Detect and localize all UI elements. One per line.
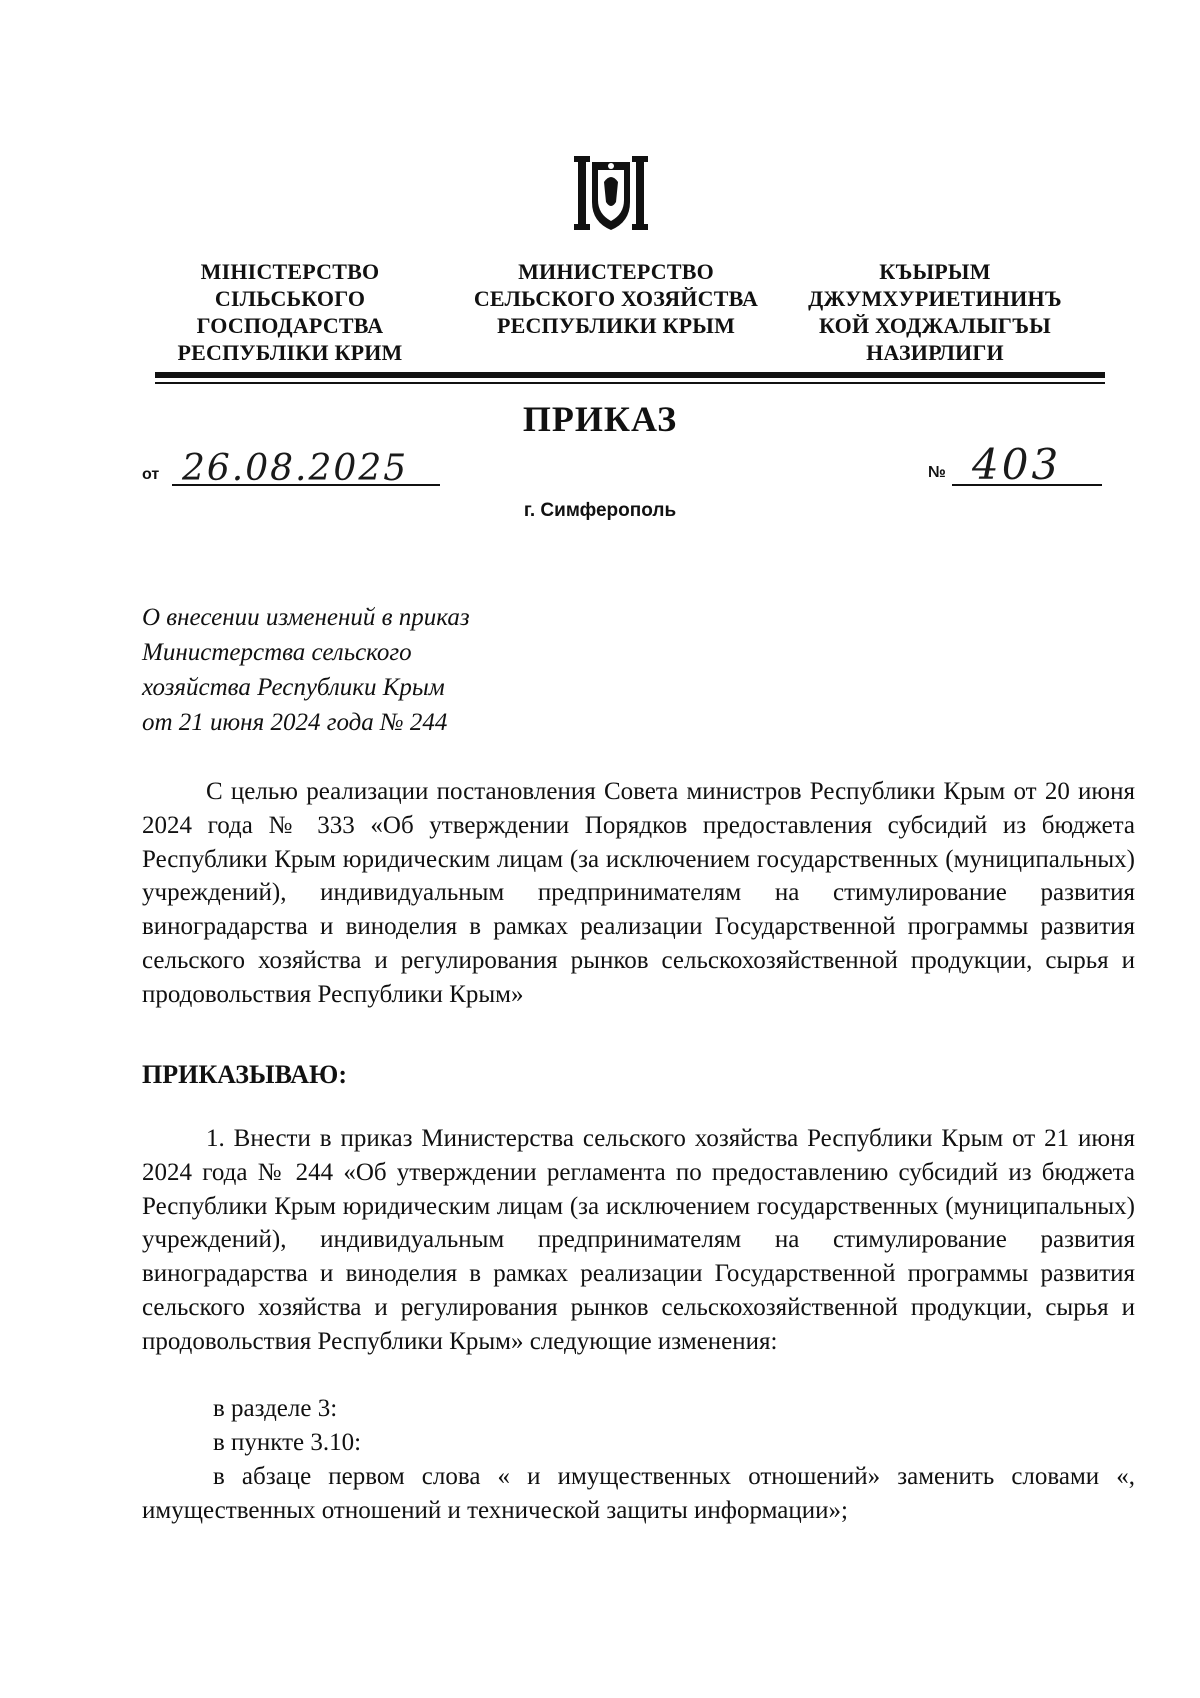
number-label: № — [928, 464, 946, 481]
coat-of-arms-emblem — [570, 152, 652, 234]
date-handwritten: 26.08.2025 — [182, 448, 409, 489]
header-divider-thin — [155, 382, 1105, 384]
header-crimean-tatar: КЪЫРЫМ ДЖУМХУРИЕТИНИНЪ КОЙ ХОДЖАЛЫГЪЫ НАЗИРЛИГИ — [808, 259, 1062, 365]
header-russian: МИНИСТЕРСТВО СЕЛЬСКОГО ХОЗЯЙСТВА РЕСПУБЛИКИ КРЫМ — [473, 259, 759, 338]
order-subject: О внесении изменений в приказ Министерства сельского хозяйства Республики Крым от 21 июня 2024 года № 244 — [142, 604, 470, 736]
number-handwritten: 403 — [972, 440, 1062, 489]
section-line: в разделе 3: — [213, 1395, 338, 1422]
preamble-paragraph: С целью реализации постановления Совета министров Республики Крым от 20 июня 2024 года № 333 «Об утверждении Порядков предоставления субсидий из бюджета Республики Крым юридическим лицам (за исключением государственных (муниципальных) учреждений), индивидуальным предпринимателям на стимулирование развития виноградарства и виноделия в рамках реализации Государственной программы развития сельского хозяйства и регулирования рынков сельскохозяйственной продукции, сырья и продовольствия Республики Крым» — [142, 778, 1135, 1008]
paragraph-change-line: в абзаце первом слова « и имущественных отношений» заменить словами «, имущественных отношений и технической защиты информации»; — [142, 1463, 1135, 1524]
point-line: в пункте 3.10: — [213, 1429, 362, 1456]
order-heading: ПРИКАЗЫВАЮ: — [142, 1060, 347, 1089]
item-1-paragraph: 1. Внести в приказ Министерства сельского хозяйства Республики Крым от 21 июня 2024 года № 244 «Об утверждении регламента по предоставлению субсидий из бюджета Республики Крым юридическим лицам (за исключением государственных (муниципальных) учреждений), индивидуальным предпринимателям на стимулирование развития виноградарства и виноделия в рамках реализации Государственной программы развития сельского хозяйства и регулирования рынков сельскохозяйственной продукции, сырья и продовольствия Республики Крым» следующие изменения: — [142, 1125, 1135, 1355]
header-divider-thick — [155, 372, 1105, 378]
header-ukrainian: МІНІСТЕРСТВО СІЛЬСЬКОГО ГОСПОДАРСТВА РЕСПУБЛІКИ КРИМ — [177, 259, 403, 365]
date-label: от — [142, 466, 160, 483]
document-title: ПРИКАЗ — [522, 399, 678, 439]
city-line: г. Симферополь — [523, 500, 677, 521]
